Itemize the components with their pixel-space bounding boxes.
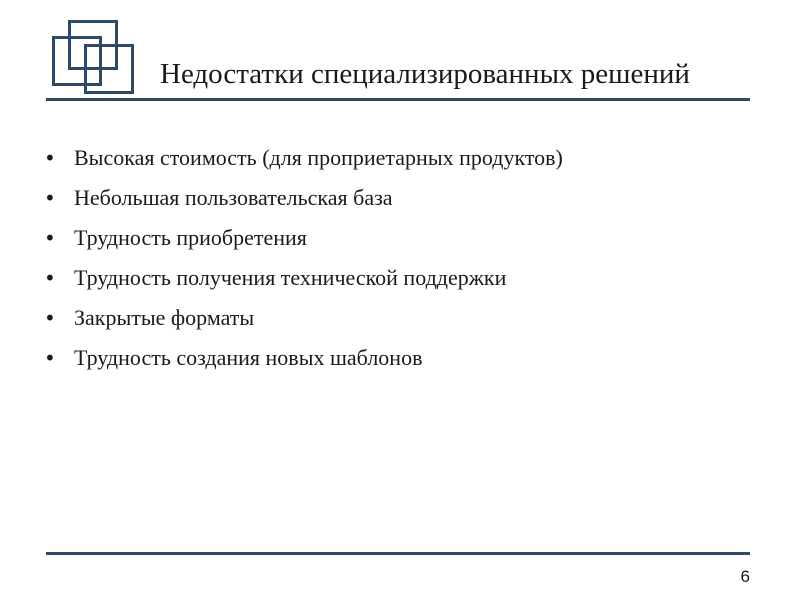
bullet-item xyxy=(44,178,744,218)
bullet-dot-icon: • xyxy=(44,346,56,370)
bullet-dot-icon: • xyxy=(44,186,56,210)
title-divider xyxy=(46,98,750,101)
bullet-item xyxy=(44,138,744,178)
bullet-dot-icon: • xyxy=(44,266,56,290)
overlapping-squares-icon xyxy=(52,20,136,96)
bullet-item xyxy=(44,258,744,298)
bullet-text: Трудность получения технической поддержки xyxy=(74,265,507,290)
bullet-text: Небольшая пользовательская база xyxy=(74,185,393,210)
bullet-item xyxy=(44,218,744,258)
bullet-item xyxy=(44,338,744,378)
bullet-dot-icon: • xyxy=(44,146,56,170)
bullet-text: Трудность создания новых шаблонов xyxy=(74,345,423,370)
logo-square-3 xyxy=(84,44,134,94)
bullet-list xyxy=(44,138,744,378)
bullet-text: Трудность приобретения xyxy=(74,225,307,250)
bullet-item xyxy=(44,298,744,338)
slide-title: Недостатки специализированных решений xyxy=(160,58,690,90)
page-number: 6 xyxy=(740,567,750,586)
bullet-dot-icon: • xyxy=(44,306,56,330)
bullet-text: Высокая стоимость (для проприетарных продуктов) xyxy=(74,145,563,170)
bullet-dot-icon: • xyxy=(44,226,56,250)
footer-divider xyxy=(46,552,750,555)
bullet-text: Закрытые форматы xyxy=(74,305,255,330)
